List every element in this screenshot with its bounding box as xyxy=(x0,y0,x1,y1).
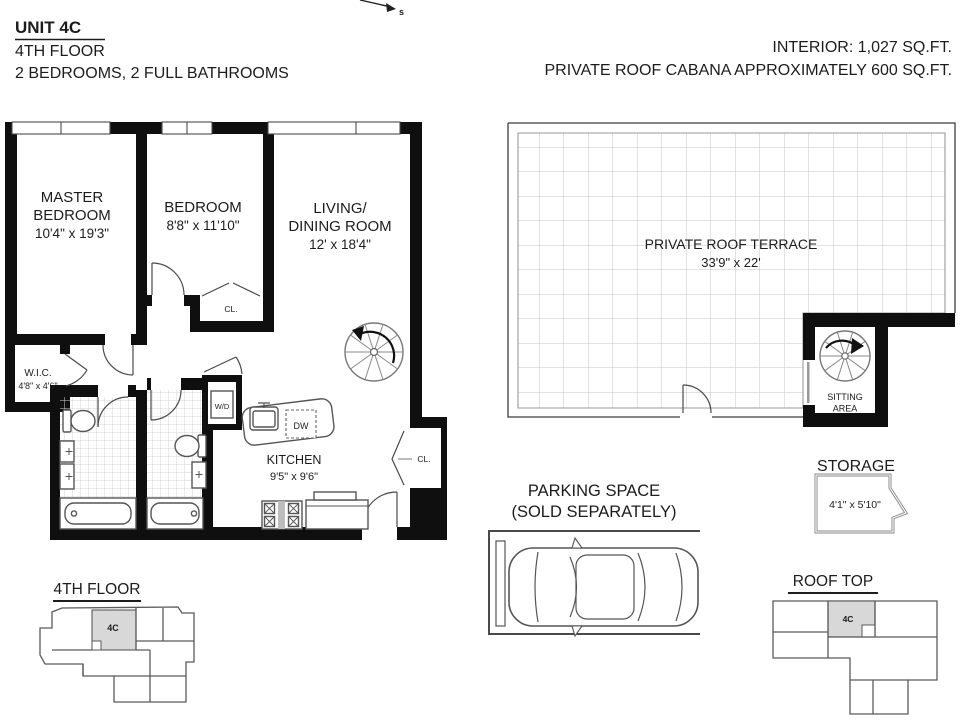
living-dining-label-2: DINING ROOM xyxy=(288,218,392,235)
kitchen-label: KITCHEN xyxy=(266,453,322,467)
spiral-stair-icon xyxy=(345,323,403,381)
storage-label: STORAGE xyxy=(817,458,895,475)
bathtub xyxy=(60,498,136,529)
roof-keyplan-title: ROOF TOP xyxy=(792,573,874,590)
toilet xyxy=(175,435,206,457)
floor-keyplan-title: 4TH FLOOR xyxy=(53,581,141,598)
compass-arrow-icon xyxy=(360,0,404,17)
master-bedroom-door xyxy=(103,345,133,375)
parking-space xyxy=(489,482,700,636)
windows xyxy=(12,122,400,134)
dishwasher-label: DW xyxy=(293,421,309,431)
interior-sqft-label: INTERIOR: 1,027 SQ.FT. xyxy=(772,39,952,56)
floor-keyplan-unit-label: 4C xyxy=(107,623,119,633)
bedroom-label: BEDROOM xyxy=(164,199,242,216)
header xyxy=(15,0,952,82)
wic-dims: 4'8" x 4'6" xyxy=(18,381,58,391)
bedroom-closet-door xyxy=(202,283,260,296)
wic-label: W.I.C. xyxy=(24,368,52,379)
floor-keyplan xyxy=(40,581,194,702)
bedroom-closet-label: CL. xyxy=(224,304,238,314)
stove xyxy=(262,501,302,529)
kitchen-sink xyxy=(250,403,278,430)
sitting-area-label-1: SITTING xyxy=(827,392,863,402)
bathtub xyxy=(147,498,203,529)
washer-dryer xyxy=(208,382,236,424)
bedroom-dims: 8'8" x 11'10" xyxy=(166,218,240,233)
unit-plan xyxy=(5,122,447,540)
window-1 xyxy=(12,122,110,134)
wic-door xyxy=(65,354,87,386)
sitting-area-label-2: AREA xyxy=(832,403,858,414)
kitchen-cabinet xyxy=(306,492,368,529)
terrace-dims: 33'9" x 22' xyxy=(701,255,761,270)
compass-label: s xyxy=(399,7,405,17)
terrace-spiral-stair-icon xyxy=(820,331,870,381)
window-3 xyxy=(268,122,400,134)
storage-dims: 4'1" x 5'10" xyxy=(829,499,881,511)
washer-dryer-door xyxy=(204,357,242,374)
storage xyxy=(816,458,906,532)
living-dining-label-1: LIVING/ xyxy=(313,200,367,217)
dishwasher xyxy=(286,410,316,438)
cabana-door xyxy=(807,362,810,403)
roof-keyplan-unit-label: 4C xyxy=(842,614,854,624)
master-bedroom-dims: 10'4" x 19'3" xyxy=(34,226,110,241)
master-bedroom-label-1: MASTER xyxy=(40,189,104,206)
sink-vanity xyxy=(192,462,206,488)
car-icon xyxy=(509,538,698,636)
sink-vanity xyxy=(60,441,74,489)
kitchen-dims: 9'5" x 9'6" xyxy=(269,471,319,483)
terrace-plan xyxy=(508,123,955,427)
window-2 xyxy=(162,122,212,134)
toilet xyxy=(63,410,95,432)
entry-closet-label: CL. xyxy=(417,454,431,464)
floor-subtitle: 4TH FLOOR xyxy=(15,43,105,60)
bedroom-door xyxy=(152,263,184,295)
bedrooms-subtitle: 2 BEDROOMS, 2 FULL BATHROOMS xyxy=(15,65,289,82)
parking-label-1: PARKING SPACE xyxy=(527,482,661,500)
parking-bumper xyxy=(496,541,505,626)
master-bedroom-label-2: BEDROOM xyxy=(33,207,111,224)
living-dining-dims: 12' x 18'4" xyxy=(309,237,371,252)
unit-title: UNIT 4C xyxy=(15,18,82,37)
parking-label-2: (SOLD SEPARATELY) xyxy=(511,503,677,521)
washer-dryer-label: W/D xyxy=(214,402,230,411)
terrace-label: PRIVATE ROOF TERRACE xyxy=(644,236,818,252)
cabana-sqft-label: PRIVATE ROOF CABANA APPROXIMATELY 600 SQ.FT. xyxy=(544,62,952,79)
roof-keyplan xyxy=(773,573,937,714)
